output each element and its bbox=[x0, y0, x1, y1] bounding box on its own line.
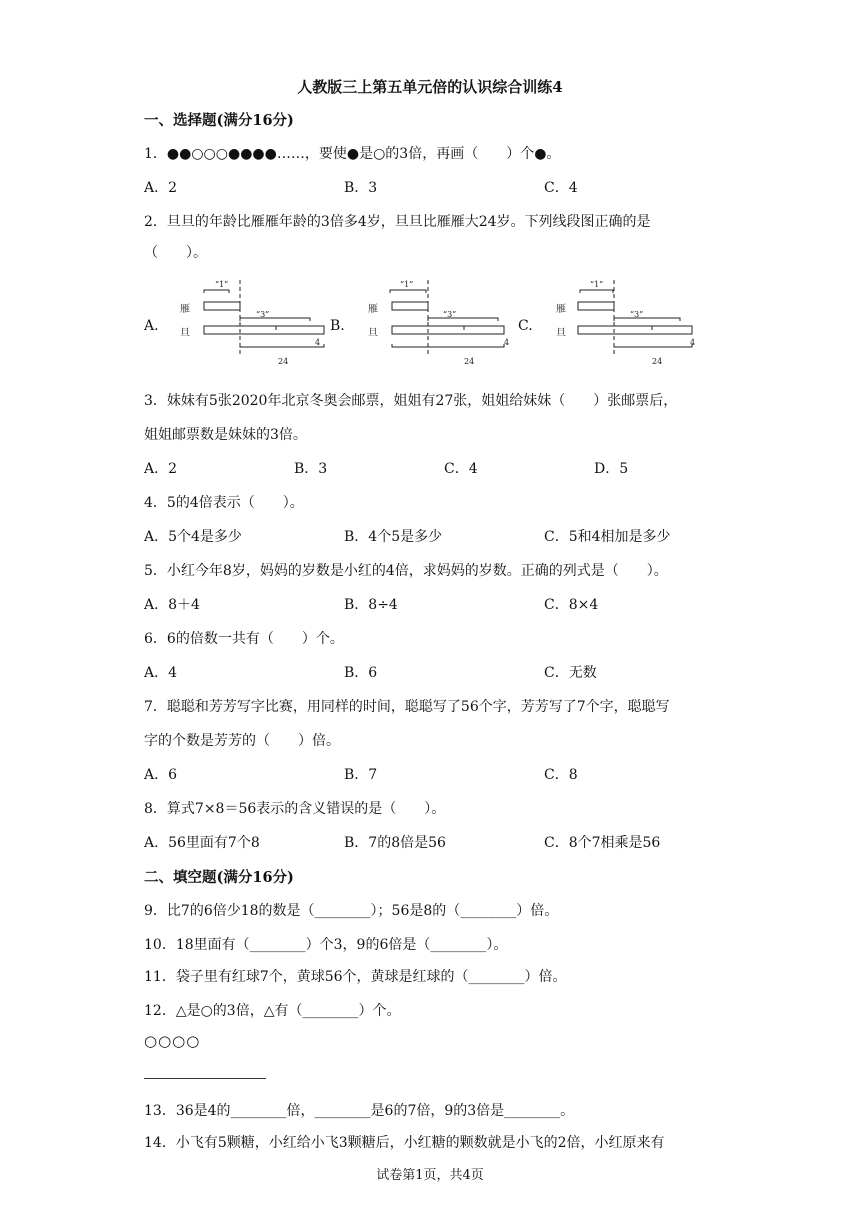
q7-option-b: B．7 bbox=[344, 767, 378, 783]
q7-option-c: C．8 bbox=[544, 767, 578, 783]
question-14: 14．小飞有5颗糖，小红给小飞3颗糖后，小红糖的颗数就是小飞的2倍，小红原来有 bbox=[144, 1135, 665, 1151]
q5-option-b: B．8÷4 bbox=[344, 597, 398, 613]
page-title: 人教版三上第五单元倍的认识综合训练4 bbox=[297, 78, 563, 96]
question-8: 8．算式7×8＝56表示的含义错误的是（ ）。 bbox=[144, 801, 446, 817]
q2-option-a-label: A. bbox=[144, 318, 159, 334]
diagram-c-label-one: “1” bbox=[590, 280, 604, 289]
diagram-a-label-four: 4 bbox=[315, 338, 321, 347]
q6-option-c: C．无数 bbox=[544, 665, 597, 681]
q8-option-a: A．56里面有7个8 bbox=[144, 835, 260, 851]
question-7-cont: 字的个数是芳芳的（ ）倍。 bbox=[144, 733, 340, 749]
diagram-a-label-three: “3” bbox=[256, 310, 270, 319]
diagram-b-label-three: “3” bbox=[443, 310, 457, 319]
diagram-c-label-three: “3” bbox=[630, 310, 644, 319]
section-heading-choice: 一、选择题(满分16分) bbox=[144, 112, 294, 129]
q1-option-c: C．4 bbox=[544, 180, 578, 196]
diagram-a-label-dan: 旦 bbox=[180, 328, 190, 339]
question-1: 1．●●○○○●●●●……，要使●是○的3倍，再画（ ）个●。 bbox=[144, 146, 561, 162]
question-2: 2．旦旦的年龄比雁雁年龄的3倍多4岁，旦旦比雁雁大24岁。下列线段图正确的是 bbox=[144, 214, 651, 230]
line-segment-diagrams bbox=[160, 272, 700, 372]
question-11: 11．袋子里有红球7个，黄球56个，黄球是红球的（________）倍。 bbox=[144, 969, 567, 985]
q3-option-c: C．4 bbox=[444, 461, 478, 477]
q7-option-a: A．6 bbox=[144, 767, 178, 783]
question-7: 7．聪聪和芳芳写字比赛，用同样的时间，聪聪写了56个字，芳芳写了7个字，聪聪写 bbox=[144, 699, 670, 715]
question-4: 4．5的4倍表示（ ）。 bbox=[144, 495, 304, 511]
diagram-c bbox=[556, 280, 695, 366]
diagram-a bbox=[180, 280, 324, 366]
question-2-cont: （ ）。 bbox=[144, 245, 207, 261]
q8-option-b: B．7的8倍是56 bbox=[344, 835, 446, 851]
q3-option-a: A．2 bbox=[144, 461, 178, 477]
question-12: 12．△是○的3倍，△有（________）个。 bbox=[144, 1003, 401, 1019]
diagram-b-label-yan: 雁 bbox=[368, 304, 378, 315]
diagram-c-label-24: 24 bbox=[652, 357, 663, 366]
q4-option-a: A．5个4是多少 bbox=[144, 529, 242, 545]
q12-divider bbox=[144, 1078, 266, 1079]
q4-option-b: B．4个5是多少 bbox=[344, 529, 443, 545]
diagram-b-label-24: 24 bbox=[464, 357, 475, 366]
q3-option-b: B．3 bbox=[294, 461, 328, 477]
question-10: 10．18里面有（________）个3，9的6倍是（________）。 bbox=[144, 937, 508, 953]
q2-option-c-label: C. bbox=[518, 318, 533, 334]
diagram-b-label-one: “1” bbox=[400, 280, 414, 289]
question-9: 9．比7的6倍少18的数是（________）；56是8的（________）倍。 bbox=[144, 903, 559, 919]
q6-option-a: A．4 bbox=[144, 665, 178, 681]
q12-circles: ○○○○ bbox=[144, 1032, 201, 1050]
q8-option-c: C．8个7相乘是56 bbox=[544, 835, 661, 851]
diagram-b-label-four: 4 bbox=[504, 338, 510, 347]
page-footer: 试卷第1页，共4页 bbox=[376, 1168, 484, 1183]
question-3: 3．妹妹有5张2020年北京冬奥会邮票，姐姐有27张，姐姐给妹妹（ ）张邮票后， bbox=[144, 393, 678, 409]
diagram-a-label-yan: 雁 bbox=[180, 304, 190, 315]
section-heading-fill: 二、填空题(满分16分) bbox=[144, 869, 294, 886]
question-13: 13．36是4的________倍，________是6的7倍，9的3倍是________。 bbox=[144, 1103, 575, 1119]
q2-option-b-label: B. bbox=[330, 318, 345, 334]
diagram-b bbox=[368, 280, 509, 366]
diagram-c-label-four: 4 bbox=[690, 338, 696, 347]
q4-option-c: C．5和4相加是多少 bbox=[544, 529, 671, 545]
question-3-cont: 姐姐邮票数是妹妹的3倍。 bbox=[144, 427, 307, 443]
diagram-b-label-dan: 旦 bbox=[368, 328, 378, 339]
q6-option-b: B．6 bbox=[344, 665, 378, 681]
question-6: 6．6的倍数一共有（ ）个。 bbox=[144, 631, 344, 647]
q1-option-a: A．2 bbox=[144, 180, 178, 196]
q3-option-d: D．5 bbox=[594, 461, 629, 477]
question-5: 5．小红今年8岁，妈妈的岁数是小红的4倍，求妈妈的岁数。正确的列式是（ ）。 bbox=[144, 563, 668, 579]
q1-option-b: B．3 bbox=[344, 180, 378, 196]
q5-option-a: A．8＋4 bbox=[144, 597, 200, 613]
diagram-c-label-yan: 雁 bbox=[556, 304, 566, 315]
q5-option-c: C．8×4 bbox=[544, 597, 599, 613]
diagram-c-label-dan: 旦 bbox=[556, 328, 566, 339]
diagram-a-label-24: 24 bbox=[278, 357, 289, 366]
diagram-a-label-one: “1” bbox=[215, 280, 229, 289]
